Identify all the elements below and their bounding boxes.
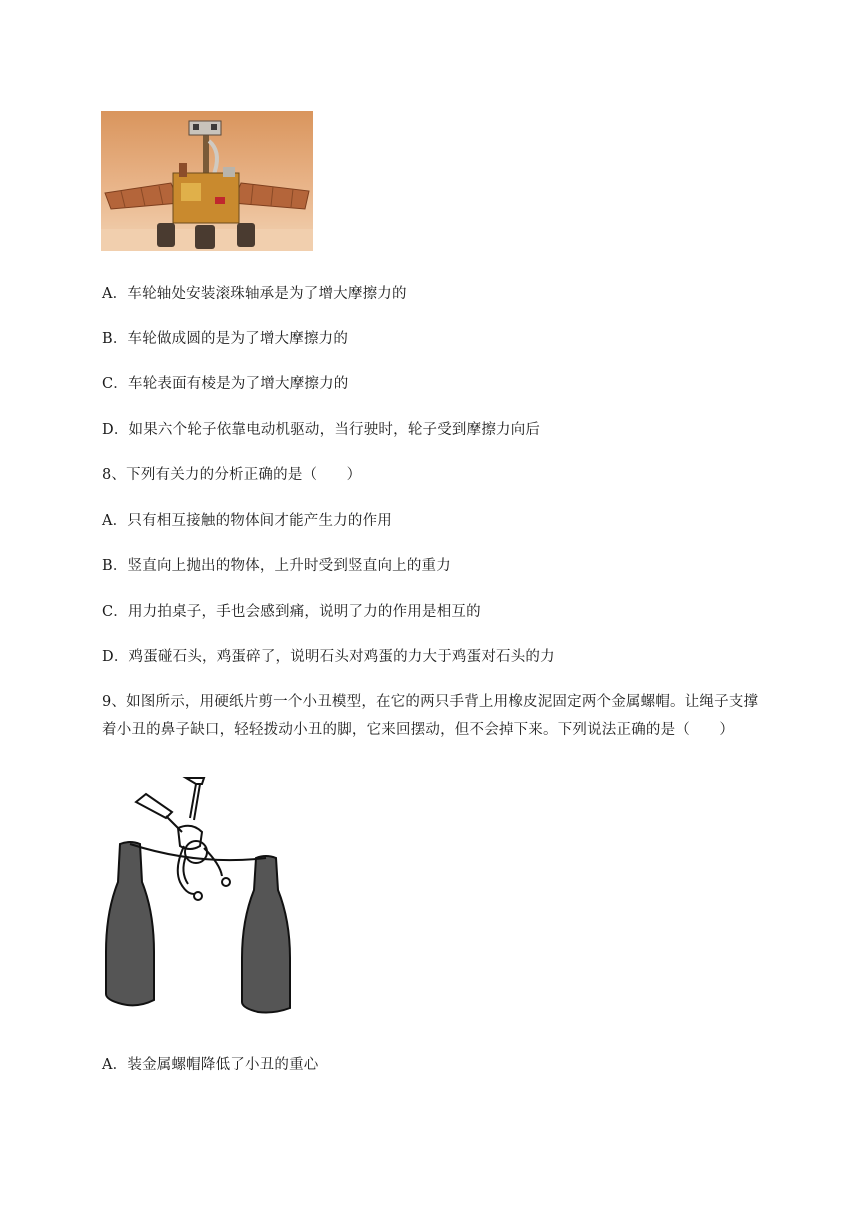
q7-option-b: B．车轮做成圆的是为了增大摩擦力的	[102, 331, 349, 347]
q8-option-b: B．竖直向上抛出的物体，上升时受到竖直向上的重力	[102, 558, 451, 574]
q8-stem: 8、下列有关力的分析正确的是（ ）	[102, 467, 362, 483]
q8-option-a: A．只有相互接触的物体间才能产生力的作用	[102, 513, 392, 529]
q9-stem-line2: 着小丑的鼻子缺口，轻轻拨动小丑的脚，它来回摆动，但不会掉下来。下列说法正确的是（ ）	[102, 722, 735, 738]
q7-option-a: A．车轮轴处安装滚珠轴承是为了增大摩擦力的	[102, 286, 407, 302]
q8-option-c: C．用力拍桌子，手也会感到痛，说明了力的作用是相互的	[102, 604, 481, 620]
clown-balance-figure	[100, 772, 300, 1022]
q9-option-a: A．装金属螺帽降低了小丑的重心	[102, 1057, 319, 1073]
q7-option-d: D．如果六个轮子依靠电动机驱动，当行驶时，轮子受到摩擦力向后	[102, 422, 541, 438]
q7-option-c: C．车轮表面有棱是为了增大摩擦力的	[102, 376, 349, 392]
mars-rover-photo	[101, 111, 313, 251]
q8-option-d: D．鸡蛋碰石头，鸡蛋碎了，说明石头对鸡蛋的力大于鸡蛋对石头的力	[102, 649, 555, 665]
q9-stem-line1: 9、如图所示，用硬纸片剪一个小丑模型，在它的两只手背上用橡皮泥固定两个金属螺帽。让绳子支撑	[102, 694, 759, 710]
